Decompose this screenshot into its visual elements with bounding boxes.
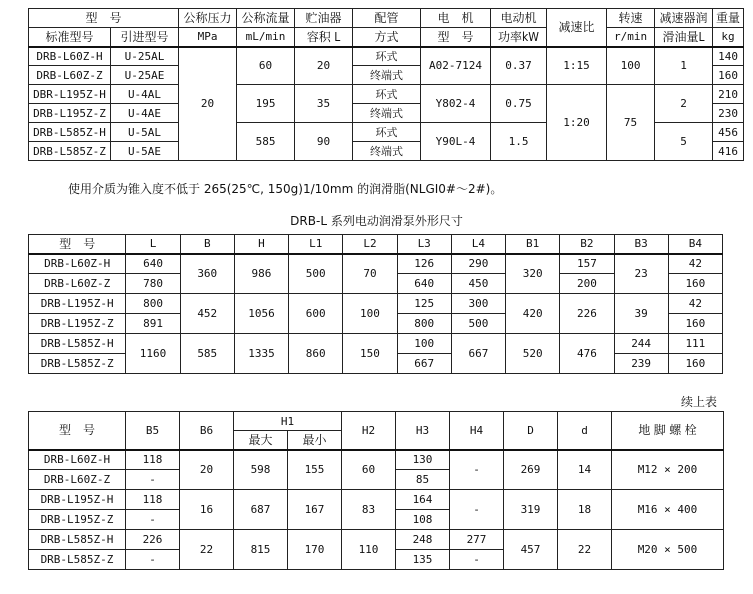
col-header: B4 [668, 235, 722, 254]
pump-spec-table [28, 8, 744, 161]
motor-subheader: 型 号 [421, 28, 491, 47]
piping-cell: 终端式 [353, 142, 421, 161]
speed-cell: 100 [607, 47, 655, 85]
model-cell: DRB-L195Z-Z [29, 510, 126, 530]
H2-header: H2 [342, 412, 396, 450]
H3-cell: 108 [396, 510, 450, 530]
std-model-cell: DBR-L195Z-H [29, 85, 111, 104]
H1-max-cell: 687 [234, 490, 288, 530]
import-model-cell: U-4AL [111, 85, 179, 104]
ratio-cell: 1:15 [547, 47, 607, 85]
L1-cell: 600 [289, 294, 343, 334]
reservoir-cell: 20 [295, 47, 353, 85]
model-cell: DRB-L585Z-Z [29, 550, 126, 570]
B6-header: B6 [180, 412, 234, 450]
motor-header: 电 机 [421, 9, 491, 28]
B3-cell: 239 [614, 354, 668, 374]
B1-cell: 520 [506, 334, 560, 374]
d-header: d [558, 412, 612, 450]
ratio-header: 减速比 [547, 9, 607, 47]
B6-cell: 22 [180, 530, 234, 570]
H4-cell: - [450, 490, 504, 530]
B4-cell: 42 [668, 294, 722, 314]
reservoir-unit: 容积 L [295, 28, 353, 47]
piping-subheader: 方式 [353, 28, 421, 47]
weight-cell: 416 [713, 142, 744, 161]
B-cell: 452 [180, 294, 234, 334]
L1-cell: 860 [289, 334, 343, 374]
std-model-cell: DRB-L60Z-Z [29, 66, 111, 85]
col-header: B2 [560, 235, 614, 254]
model-cell: DRB-L195Z-Z [29, 314, 126, 334]
weight-cell: 210 [713, 85, 744, 104]
H3-cell: 130 [396, 450, 450, 470]
motor-cell: Y90L-4 [421, 123, 491, 161]
L4-cell: 290 [451, 254, 505, 274]
continued-label: 续上表 [680, 395, 717, 409]
import-model-header: 引进型号 [111, 28, 179, 47]
B5-header: B5 [126, 412, 180, 450]
L4-cell: 500 [451, 314, 505, 334]
model-cell: DRB-L195Z-H [29, 490, 126, 510]
H1-max-header: 最大 [234, 431, 288, 450]
model-cell: DRB-L585Z-Z [29, 354, 126, 374]
model-cell: DRB-L195Z-H [29, 294, 126, 314]
B3-cell: 23 [614, 254, 668, 294]
import-model-cell: U-5AL [111, 123, 179, 142]
flow-unit: mL/min [237, 28, 295, 47]
L4-cell: 667 [451, 334, 505, 374]
L-cell: 800 [126, 294, 180, 314]
B2-cell: 157 [560, 254, 614, 274]
speed-unit: r/min [607, 28, 655, 47]
model-cell: DRB-L60Z-H [29, 254, 126, 274]
oil-cell: 2 [655, 85, 713, 123]
B-cell: 585 [180, 334, 234, 374]
oil-cell: 5 [655, 123, 713, 161]
std-model-header: 标准型号 [29, 28, 111, 47]
H4-cell: - [450, 550, 504, 570]
H1-min-cell: 155 [288, 450, 342, 490]
H1-min-header: 最小 [288, 431, 342, 450]
L3-cell: 125 [397, 294, 451, 314]
model-header: 型 号 [29, 9, 179, 28]
L3-cell: 800 [397, 314, 451, 334]
model-cell: DRB-L585Z-H [29, 530, 126, 550]
B5-cell: 118 [126, 450, 180, 470]
H4-cell: 277 [450, 530, 504, 550]
model-header: 型 号 [29, 412, 126, 450]
d-cell: 18 [558, 490, 612, 530]
bolt-cell: M12 × 200 [612, 450, 724, 490]
col-header: H [234, 235, 288, 254]
H1-max-cell: 815 [234, 530, 288, 570]
H-cell: 1056 [234, 294, 288, 334]
H3-cell: 85 [396, 470, 450, 490]
std-model-cell: DRB-L195Z-Z [29, 104, 111, 123]
L-cell: 780 [126, 274, 180, 294]
col-header: B [180, 235, 234, 254]
D-cell: 319 [504, 490, 558, 530]
dimensions-title: DRB-L 系列电动润滑泵外形尺寸 [290, 214, 463, 228]
col-header: L2 [343, 235, 397, 254]
model-cell: DRB-L60Z-H [29, 450, 126, 470]
H3-cell: 164 [396, 490, 450, 510]
L2-cell: 100 [343, 294, 397, 334]
weight-header: 重量 [713, 9, 744, 28]
H3-cell: 248 [396, 530, 450, 550]
reducer-oil-header: 减速器润 [655, 9, 713, 28]
L-cell: 640 [126, 254, 180, 274]
flow-cell: 585 [237, 123, 295, 161]
D-cell: 269 [504, 450, 558, 490]
flow-cell: 195 [237, 85, 295, 123]
col-header: B3 [614, 235, 668, 254]
piping-cell: 环式 [353, 123, 421, 142]
piping-cell: 终端式 [353, 104, 421, 123]
H2-cell: 60 [342, 450, 396, 490]
power-cell: 1.5 [491, 123, 547, 161]
B3-cell: 244 [614, 334, 668, 354]
ratio-cell: 1:20 [547, 85, 607, 161]
L4-cell: 300 [451, 294, 505, 314]
H1-min-cell: 167 [288, 490, 342, 530]
L-cell: 1160 [126, 334, 180, 374]
B2-cell: 200 [560, 274, 614, 294]
L3-cell: 126 [397, 254, 451, 274]
std-model-cell: DRB-L585Z-H [29, 123, 111, 142]
col-header: L1 [289, 235, 343, 254]
H-cell: 986 [234, 254, 288, 294]
D-header: D [504, 412, 558, 450]
pressure-cell: 20 [179, 47, 237, 161]
B1-cell: 320 [506, 254, 560, 294]
H-cell: 1335 [234, 334, 288, 374]
H4-cell: - [450, 450, 504, 490]
weight-cell: 456 [713, 123, 744, 142]
weight-unit: kg [713, 28, 744, 47]
L2-cell: 70 [343, 254, 397, 294]
col-header: B1 [506, 235, 560, 254]
B5-cell: - [126, 510, 180, 530]
bolt-cell: M16 × 400 [612, 490, 724, 530]
motor-cell: Y802-4 [421, 85, 491, 123]
flow-cell: 60 [237, 47, 295, 85]
H1-max-cell: 598 [234, 450, 288, 490]
std-model-cell: DRB-L585Z-Z [29, 142, 111, 161]
std-model-cell: DRB-L60Z-H [29, 47, 111, 66]
L4-cell: 450 [451, 274, 505, 294]
import-model-cell: U-5AE [111, 142, 179, 161]
B4-cell: 160 [668, 314, 722, 334]
B5-cell: - [126, 470, 180, 490]
d-cell: 22 [558, 530, 612, 570]
H2-cell: 83 [342, 490, 396, 530]
B3-cell: 39 [614, 294, 668, 334]
power-cell: 0.37 [491, 47, 547, 85]
reservoir-header: 贮油器 [295, 9, 353, 28]
weight-cell: 160 [713, 66, 744, 85]
B2-cell: 226 [560, 294, 614, 334]
L3-cell: 667 [397, 354, 451, 374]
piping-header: 配管 [353, 9, 421, 28]
pressure-header: 公称压力 [179, 9, 237, 28]
H3-header: H3 [396, 412, 450, 450]
H4-header: H4 [450, 412, 504, 450]
B1-cell: 420 [506, 294, 560, 334]
reducer-oil-subheader: 滑油量L [655, 28, 713, 47]
B5-cell: - [126, 550, 180, 570]
B4-cell: 160 [668, 274, 722, 294]
col-header: L3 [397, 235, 451, 254]
B4-cell: 160 [668, 354, 722, 374]
B5-cell: 118 [126, 490, 180, 510]
power-cell: 0.75 [491, 85, 547, 123]
pressure-unit: MPa [179, 28, 237, 47]
motor-cell: A02-7124 [421, 47, 491, 85]
reservoir-cell: 35 [295, 85, 353, 123]
B-cell: 360 [180, 254, 234, 294]
H1-header: H1 [234, 412, 342, 431]
model-cell: DRB-L60Z-Z [29, 274, 126, 294]
dimensions-table [28, 234, 723, 374]
flow-header: 公称流量 [237, 9, 295, 28]
d-cell: 14 [558, 450, 612, 490]
weight-cell: 140 [713, 47, 744, 66]
speed-header: 转速 [607, 9, 655, 28]
H3-cell: 135 [396, 550, 450, 570]
piping-cell: 环式 [353, 85, 421, 104]
L3-cell: 640 [397, 274, 451, 294]
oil-cell: 1 [655, 47, 713, 85]
medium-note: 使用介质为锥入度不低于 265(25℃, 150g)1/10mm 的润滑脂(NLGI0#～2#)。 [68, 182, 503, 196]
model-cell: DRB-L585Z-H [29, 334, 126, 354]
B6-cell: 16 [180, 490, 234, 530]
piping-cell: 终端式 [353, 66, 421, 85]
speed-cell: 75 [607, 85, 655, 161]
L3-cell: 100 [397, 334, 451, 354]
import-model-cell: U-25AL [111, 47, 179, 66]
reservoir-cell: 90 [295, 123, 353, 161]
B2-cell: 476 [560, 334, 614, 374]
col-header: L [126, 235, 180, 254]
piping-cell: 环式 [353, 47, 421, 66]
bolt-header: 地 脚 螺 栓 [612, 412, 724, 450]
H2-cell: 110 [342, 530, 396, 570]
B4-cell: 42 [668, 254, 722, 274]
import-model-cell: U-4AE [111, 104, 179, 123]
B5-cell: 226 [126, 530, 180, 550]
weight-cell: 230 [713, 104, 744, 123]
L1-cell: 500 [289, 254, 343, 294]
dimensions-table-continued [28, 411, 724, 570]
motor-power-unit: 功率kW [491, 28, 547, 47]
L2-cell: 150 [343, 334, 397, 374]
B4-cell: 111 [668, 334, 722, 354]
L-cell: 891 [126, 314, 180, 334]
motor-power-header: 电动机 [491, 9, 547, 28]
col-header: L4 [451, 235, 505, 254]
B6-cell: 20 [180, 450, 234, 490]
model-cell: DRB-L60Z-Z [29, 470, 126, 490]
bolt-cell: M20 × 500 [612, 530, 724, 570]
D-cell: 457 [504, 530, 558, 570]
H1-min-cell: 170 [288, 530, 342, 570]
import-model-cell: U-25AE [111, 66, 179, 85]
model-header: 型 号 [29, 235, 126, 254]
